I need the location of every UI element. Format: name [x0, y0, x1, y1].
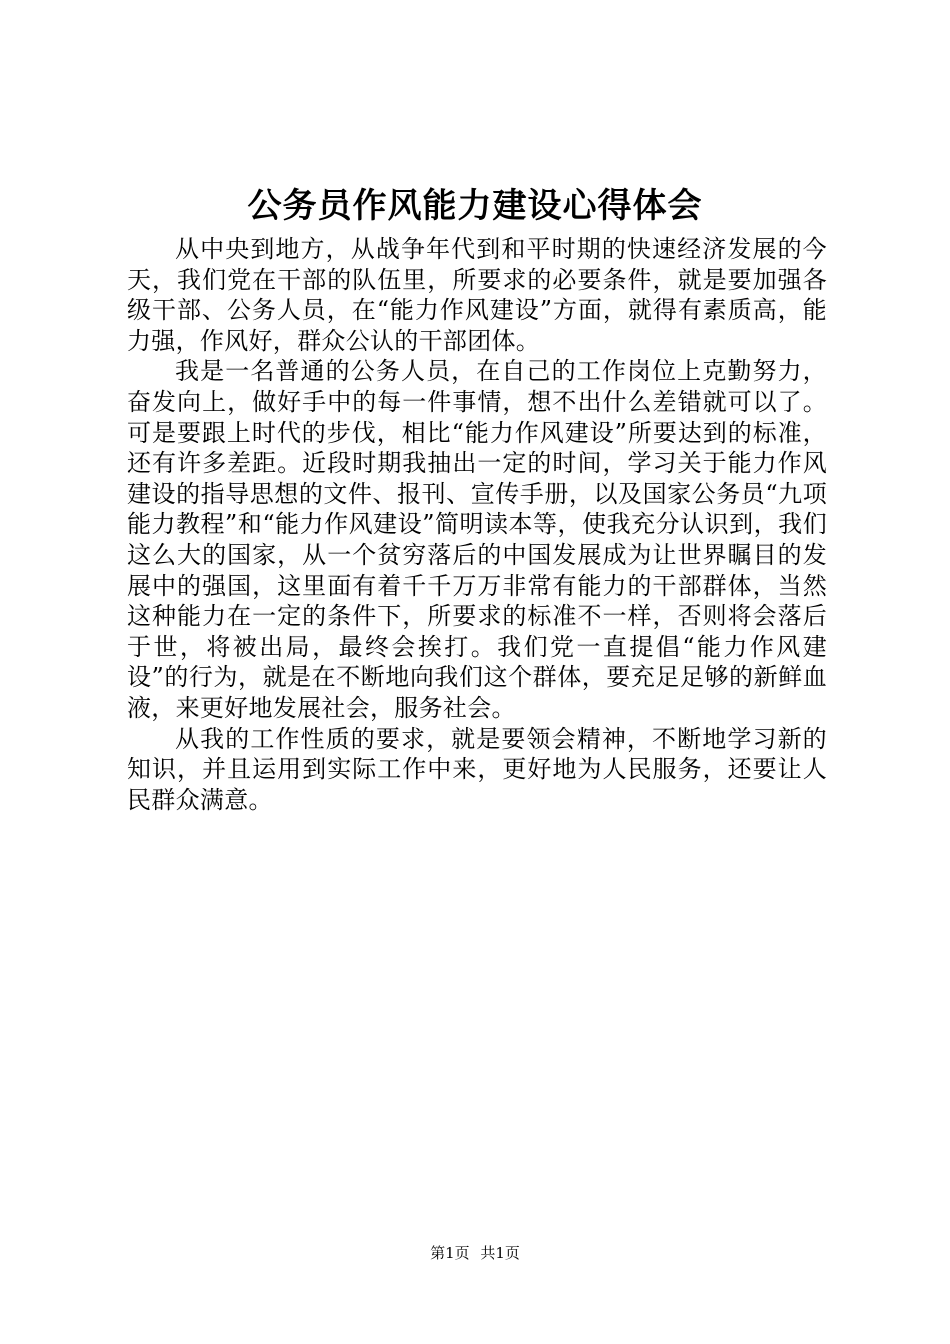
- page-footer: [0, 1243, 950, 1263]
- paragraph-3: 从我的工作性质的要求，就是要领会精神，不断地学习新的知识，并且运用到实际工作中来，更好地为人民服务，还要让人民群众满意。: [127, 724, 827, 814]
- paragraph-2: 我是一名普通的公务人员，在自己的工作岗位上克勤努力，奋发向上，做好手中的每一件事情，想不出什么差错就可以了。可是要跟上时代的步伐，相比“能力作风建设”所要达到的标准，还有许多差距。近段时期我抽出一定的时间，学习关于能力作风建设的指导思想的文件、报刊、宣传手册，以及国家公务员“九项能力教程”和“能力作风建设”简明读本等，使我充分认识到，我们这么大的国家，从一个贫穷落后的中国发展成为让世界瞩目的发展中的强国，这里面有着千千万万非常有能力的干部群体，当然这种能力在一定的条件下，所要求的标准不一样，否则将会落后于世，将被出局，最终会挨打。我们党一直提倡“能力作风建设”的行为，就是在不断地向我们这个群体，要充足足够的新鲜血液，来更好地发展社会，服务社会。: [127, 357, 827, 722]
- document-body: [127, 234, 827, 815]
- document-title: 公务员作风能力建设心得体会: [247, 186, 703, 226]
- page-number-total: 共1页: [480, 1244, 520, 1262]
- paragraph-1: 从中央到地方，从战争年代到和平时期的快速经济发展的今天，我们党在干部的队伍里，所要求的必要条件，就是要加强各级干部、公务人员，在“能力作风建设”方面，就得有素质高，能力强，作风好，群众公认的干部团体。: [127, 235, 827, 355]
- page-number-current: 第1页: [430, 1244, 470, 1262]
